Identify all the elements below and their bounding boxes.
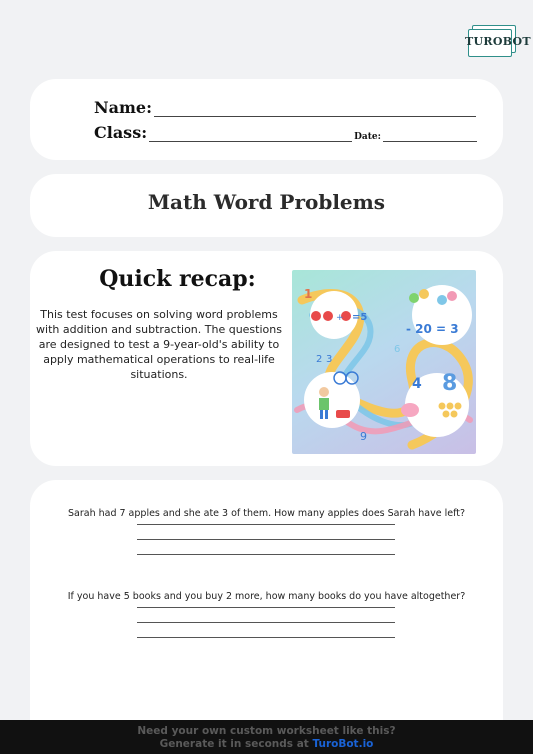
- illus-digit-1: 1: [304, 287, 313, 301]
- name-label: Name:: [94, 98, 153, 117]
- date-label: Date:: [354, 132, 381, 142]
- illus-digit-9: 9: [360, 430, 367, 443]
- illus-digit-6: 6: [394, 344, 401, 355]
- answer-line-1-2[interactable]: [137, 539, 395, 540]
- footer-prefix: Generate it in seconds at: [159, 738, 313, 750]
- recap-text: This test focuses on solving word problems with addition and subtraction. The questions are designed to test a 9-year-old's ability to apply mathematical operations to real-life situations.: [36, 308, 282, 381]
- turobot-link[interactable]: TuroBot.io: [312, 738, 374, 750]
- answer-line-2-1[interactable]: [137, 607, 395, 608]
- worksheet-title: Math Word Problems: [147, 190, 386, 214]
- answer-line-1-3[interactable]: [137, 554, 395, 555]
- date-field[interactable]: [383, 128, 477, 142]
- math-illustration: [292, 270, 476, 454]
- promo-footer: [0, 720, 533, 754]
- illus-plus: +: [336, 313, 344, 323]
- name-row: [94, 98, 476, 117]
- name-field[interactable]: [154, 103, 476, 117]
- footer-line-2: [0, 738, 533, 751]
- question-1: Sarah had 7 apples and she ate 3 of them. How many apples does Sarah have left?: [67, 508, 466, 519]
- questions-card: [30, 480, 503, 730]
- title-card: [30, 174, 503, 237]
- illustration-svg: [292, 270, 476, 454]
- illus-eq-top: =5: [352, 312, 368, 323]
- class-field[interactable]: [149, 128, 352, 142]
- illus-eq-right: - 20 = 3: [406, 322, 459, 336]
- answer-line-2-3[interactable]: [137, 637, 395, 638]
- question-2: If you have 5 books and you buy 2 more, how many books do you have altogether?: [67, 591, 466, 602]
- class-label: Class:: [94, 123, 148, 142]
- class-row: [94, 123, 477, 142]
- illus-digit-3: 3: [326, 354, 333, 365]
- answer-line-1-1[interactable]: [137, 524, 395, 525]
- footer-line-1: Need your own custom worksheet like this?: [137, 725, 396, 737]
- turobot-logo: [462, 25, 531, 59]
- answer-line-2-2[interactable]: [137, 622, 395, 623]
- illus-digit-8: 8: [442, 371, 458, 396]
- recap-card: [30, 251, 503, 466]
- student-info-card: [30, 79, 503, 160]
- logo-text: TUROBOT: [465, 35, 531, 48]
- illus-digit-2: 2: [316, 354, 323, 365]
- illus-digit-4: 4: [412, 376, 422, 392]
- recap-heading: Quick recap:: [99, 266, 256, 292]
